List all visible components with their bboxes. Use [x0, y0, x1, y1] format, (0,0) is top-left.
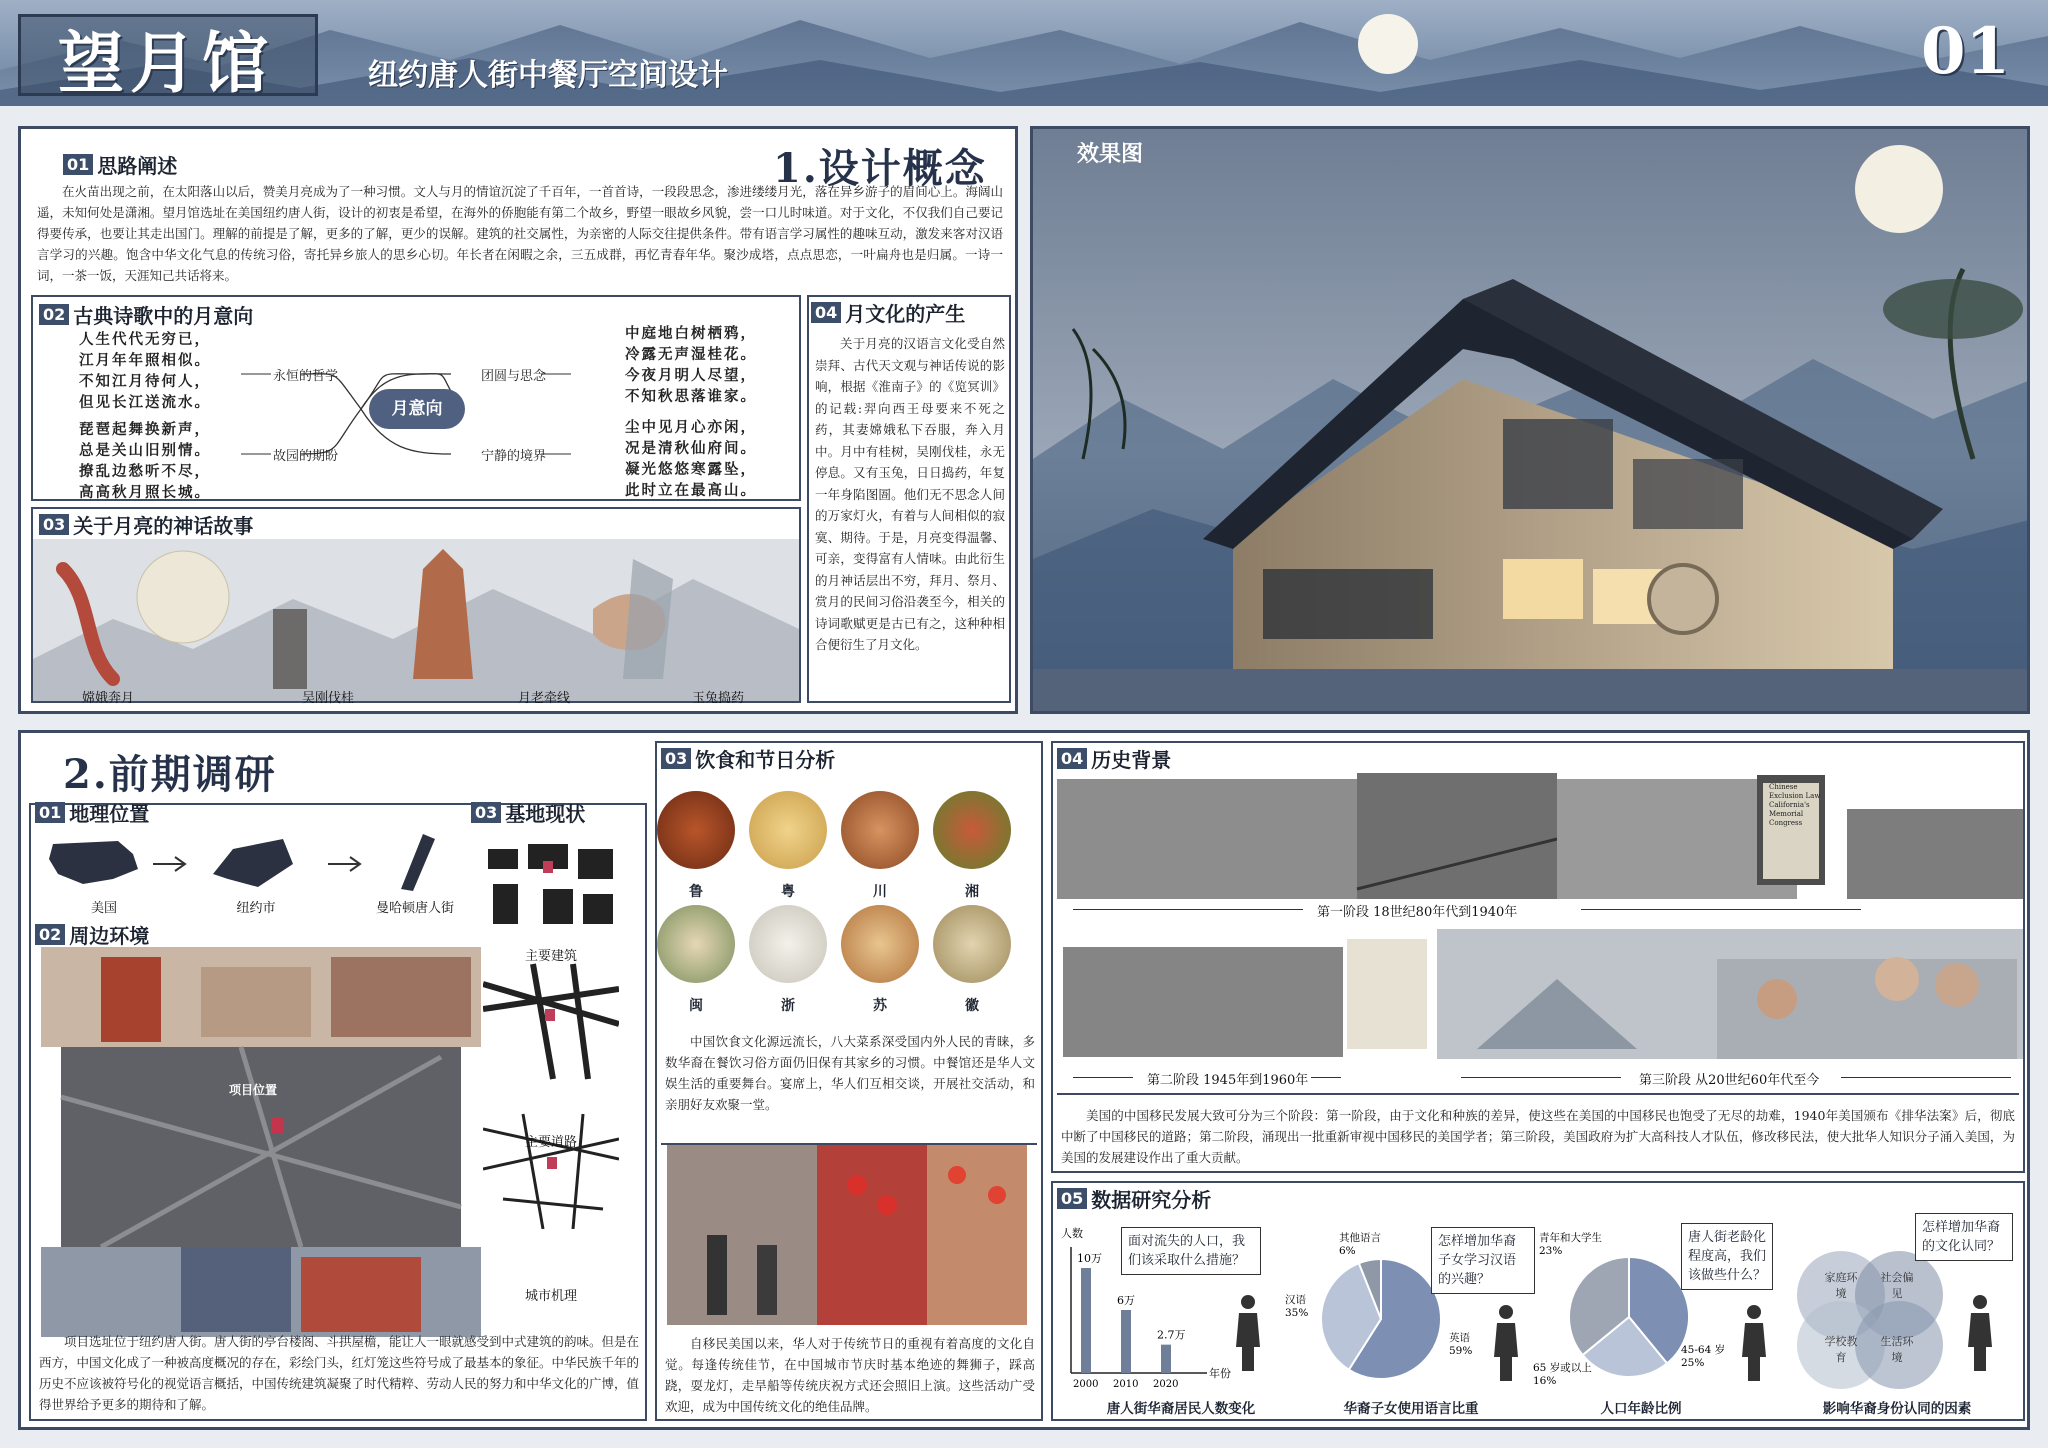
s03-header — [39, 511, 253, 537]
myth-caption: 玉兔捣药 — [691, 691, 744, 706]
s04-number: 04 — [811, 302, 841, 323]
pie-label: 65 岁或以上 — [1533, 1362, 1592, 1374]
chart-caption: 影响华裔身份认同的因素 — [1822, 1401, 1972, 1417]
history-title: 历史背景 — [1091, 747, 1172, 772]
festival-text: 自移民美国以来，华人对于传统节日的重视有着高度的文化自觉。每逢传统佳节，在中国城市节庆时基本绝迹的舞狮子，踩高跷，耍龙灯，走旱船等传统庆祝方式还会照旧上演。这些活动广受欢迎，成为中国传统文化的绝佳品牌。 — [665, 1336, 1035, 1414]
stage-label: 第三阶段 从20世纪60年代至今 — [1639, 1073, 1820, 1088]
history-text: 美国的中国移民发展大致可分为三个阶段：第一阶段，由于文化和种族的差异，使这些在美国的中国移民也饱受了无尽的劫难，1940年美国颁布《排华法案》后，彻底中断了中国移民的道路；第二阶段，涌现出一批重新审视中国移民的美国学者；第三阶段，美国政府为扩大高科技人才队伍，修改移民法，使大批华人知识分子涌入美国，为美国的发展建设作出了重大贡献。 — [1061, 1108, 2015, 1165]
bar — [1161, 1345, 1171, 1373]
cuisine-label: 苏 — [873, 998, 887, 1014]
dish-photo — [657, 791, 735, 869]
venn-label: 家庭环境 — [1824, 1271, 1858, 1300]
food-text: 中国饮食文化源远流长，八大菜系深受国内外人民的青睐，多数华裔在餐饮习俗方面仍旧保有其家乡的习惯。中餐馆还是华人文娱生活的重要舞台。宴席上，华人们互相交谈，开展社交活动，和亲朋好友欢聚一堂。 — [665, 1034, 1035, 1112]
base-number: 03 — [471, 802, 501, 823]
research-panel — [18, 730, 2030, 1430]
poem-line: 况是清秋仙府间。 — [625, 440, 757, 457]
site-location-label: 项目位置 — [229, 1083, 278, 1097]
question-bubble: 怎样增加华裔的文化认同？ — [1915, 1213, 2013, 1261]
identity-factor-venn — [1791, 1245, 1951, 1395]
poem-line: 冷露无声湿桂花。 — [625, 346, 757, 363]
pie-label: 汉语 — [1285, 1294, 1306, 1306]
timeline-arrow — [1581, 909, 1861, 910]
poem-2 — [79, 419, 211, 503]
history-number: 04 — [1057, 748, 1087, 769]
doc-line: Memorial — [1769, 810, 1804, 818]
bar-data-label: 10万 — [1077, 1252, 1102, 1265]
cuisine-label: 闽 — [689, 998, 703, 1014]
myth-caption: 月老牵线 — [517, 691, 570, 706]
dish-photo — [749, 905, 827, 983]
history-header — [1057, 745, 1171, 771]
render-image — [1033, 129, 2030, 714]
dish-photo — [841, 791, 919, 869]
food-number: 03 — [661, 748, 691, 769]
doc-line: Chinese Exclusion Law — [1769, 783, 1821, 800]
s02-header — [39, 301, 253, 327]
mindmap-hub: 月意向 — [369, 389, 465, 429]
pie-label: 青年和大学生 — [1539, 1232, 1602, 1244]
pie-label: 59% — [1449, 1345, 1473, 1357]
question-bubble: 唐人街老龄化程度高，我们该做些什么？ — [1681, 1223, 1773, 1290]
timeline-arrow — [1073, 1077, 1133, 1078]
x-tick-label: 2010 — [1113, 1379, 1139, 1390]
s04-title: 月文化的产生 — [845, 301, 966, 326]
page-number: 01 — [1920, 14, 2010, 89]
history-photos — [1057, 769, 2023, 1069]
render-label: 效果图 — [1077, 141, 1144, 167]
chart-caption: 华裔子女使用语言比重 — [1343, 1401, 1479, 1417]
base-title: 基地现状 — [505, 801, 586, 826]
mindmap-node: 宁静的境界 — [481, 449, 547, 464]
myth-caption: 嫦娥奔月 — [81, 691, 134, 706]
pie-label: 45-64 岁 — [1681, 1344, 1726, 1356]
x-axis-label: 年份 — [1209, 1367, 1231, 1380]
render-panel — [1030, 126, 2030, 714]
place-label: 曼哈顿唐人街 — [375, 901, 454, 916]
page-title: 望月馆 — [58, 24, 274, 102]
poem-line: 中庭地白树栖鸦， — [625, 325, 757, 342]
food-header — [661, 745, 835, 771]
stage-label: 第一阶段 18世纪80年代到1940年 — [1317, 905, 1518, 920]
cuisine-label: 粤 — [781, 884, 795, 900]
cuisine-label: 川 — [873, 884, 887, 900]
timeline-arrow — [1461, 1077, 1621, 1078]
cuisine-label: 湘 — [965, 884, 979, 900]
poem-line: 琵琶起舞换新声， — [79, 421, 211, 438]
bar-data-label: 6万 — [1117, 1294, 1135, 1307]
doc-line: California's — [1769, 801, 1810, 809]
s03-title: 关于月亮的神话故事 — [73, 513, 254, 538]
timeline-arrow — [1311, 1077, 1341, 1078]
base-map-caption: 主要道路 — [524, 1135, 577, 1150]
loc-number: 01 — [35, 802, 65, 823]
mindmap-node: 团圆与思念 — [481, 369, 547, 384]
place-label: 纽约市 — [236, 901, 276, 916]
pie-label: 25% — [1681, 1357, 1705, 1369]
s01-number: 01 — [63, 154, 93, 175]
s01-title: 思路阐述 — [97, 153, 178, 178]
venn-label: 社会偏见 — [1880, 1271, 1914, 1300]
cuisine-label: 鲁 — [689, 884, 703, 900]
poem-line: 江月年年照相似。 — [79, 352, 211, 369]
s01-text: 在火苗出现之前，在太阳落山以后，赞美月亮成为了一种习惯。文人与月的情谊沉淀了千百年，一首首诗，一段段思念，渗进缕缕月光，落在异乡游子的眉间心上。海阔山遥，未知何处是潇湘。望月馆选址在美国纽约唐人街，设计的初衷是希望，在海外的侨胞能有第二个故乡，野望一眼故乡风貌，尝一口儿时味道。对于文化，不仅我们自己要记得要传承，也要让其走出国门。理解的前提是了解，更多的了解，更少的误解。建筑的社交属性，为亲密的人际交往提供条件。带有语言学习属性的趣味互动，激发来客对汉语言学习的兴趣。饱含中华文化气息的传统习俗，寄托异乡旅人的思乡心切。年长者在闲暇之余，三五成群，再忆青春年华。聚沙成塔，点点思恋，一叶扁舟也是归属。一诗一词，一茶一饭，天涯知己共话将来。 — [37, 184, 1003, 283]
s04-text: 关于月亮的汉语言文化受自然崇拜、古代天文观与神话传说的影响，根据《淮南子》的《览冥训》的记载:羿向西王母要来不死之药，其妻嫦娥私下吞服，奔入月中。月中有桂树，吴刚伐桂，永无停息。又有玉兔，日日捣药，年复一年身陷图圄。他们无不思念人间的万家灯火，有着与人间相似的寂寞、期待。于是，月亮变得温馨、可亲，变得富有人情味。由此衍生的月神话层出不穷，拜月、祭月、赏月的民间习俗沿袭至今，相关的诗词歌赋更是古已有之，这种种相合便衍生了月文化。 — [815, 336, 1005, 652]
mindmap-node: 永恒的哲学 — [273, 369, 339, 384]
env-header — [35, 921, 149, 947]
s04-header — [811, 299, 965, 325]
s02-number: 02 — [39, 304, 69, 325]
dish-photo — [933, 791, 1011, 869]
env-number: 02 — [35, 924, 65, 945]
data-number: 05 — [1057, 1188, 1087, 1209]
poem-line: 人生代代无穷已， — [79, 331, 211, 348]
pie-label: 其他语言 — [1339, 1232, 1381, 1244]
frame-corner — [18, 126, 52, 160]
poem-line: 此时立在最高山。 — [625, 482, 757, 499]
base-map-caption: 主要建筑 — [524, 949, 577, 964]
poem-1 — [79, 329, 211, 413]
myth-illustration — [33, 539, 799, 701]
dish-photo — [933, 905, 1011, 983]
poem-line: 但见长江送流水。 — [79, 394, 211, 411]
doc-line: Congress — [1769, 819, 1803, 827]
dish-photo — [749, 791, 827, 869]
data-header — [1057, 1185, 1211, 1211]
env-title: 周边环境 — [69, 923, 150, 948]
venn-label: 生活环境 — [1880, 1335, 1914, 1364]
question-bubble: 怎样增加华裔子女学习汉语的兴趣？ — [1431, 1227, 1535, 1294]
person-silhouette-icon — [1965, 1293, 1995, 1373]
cuisine-label: 徽 — [965, 998, 979, 1014]
food-title: 饮食和节日分析 — [695, 747, 836, 772]
s03-number: 03 — [39, 514, 69, 535]
exclusion-law-doc — [1769, 783, 1829, 828]
divider — [1057, 1093, 2019, 1095]
env-text: 项目选址位于纽约唐人街。唐人街的亭台楼阁、斗拱屋檐，能让人一眼就感受到中式建筑的韵味。但是在西方，中国文化成了一种被高度概况的存在，彩绘门头，红灯笼这些符号成了最基本的象征。中华民族千年的历史不应该被符号化的视觉语言概括，中国传统建筑凝聚了时代精粹、劳动人民的努力和中华文化的广博，值得世界给予更多的期待和了解。 — [39, 1334, 640, 1412]
poem-4 — [625, 417, 757, 501]
person-silhouette-icon — [1491, 1303, 1521, 1383]
location-map-icons — [43, 829, 463, 899]
bar — [1081, 1268, 1091, 1373]
poem-line: 不知江月待何人， — [79, 373, 211, 390]
base-header — [471, 799, 585, 825]
dish-photo — [841, 905, 919, 983]
pie-label: 35% — [1285, 1307, 1309, 1319]
x-tick-label: 2000 — [1073, 1379, 1099, 1390]
pie-label: 16% — [1533, 1375, 1557, 1387]
poem-line: 凝光悠悠寒露坠， — [625, 461, 757, 478]
poem-line: 高高秋月照长城。 — [79, 484, 211, 501]
base-map-caption: 城市机理 — [524, 1289, 577, 1304]
timeline-arrow — [1073, 909, 1303, 910]
poem-3 — [625, 323, 757, 407]
s01-header — [63, 151, 177, 177]
banner — [0, 0, 2048, 106]
concept-panel — [18, 126, 1018, 714]
research-section-title: 2.前期调研 — [63, 751, 277, 798]
concept-section-title: 1.设计概念 — [773, 145, 987, 192]
chart-caption: 唐人街华裔居民人数变化 — [1106, 1401, 1256, 1417]
poem-line: 今夜月明人尽望， — [625, 367, 757, 384]
page-subtitle: 纽约唐人街中餐厅空间设计 — [368, 58, 728, 93]
mindmap-node: 故园的期盼 — [273, 449, 339, 464]
pie-label: 英语 — [1449, 1332, 1470, 1344]
festival-photos — [667, 1145, 1027, 1325]
loc-header — [35, 799, 149, 825]
pie-label: 23% — [1539, 1245, 1563, 1257]
venn-label: 学校教育 — [1824, 1335, 1858, 1364]
poem-line: 总是关山旧别情。 — [79, 442, 211, 459]
data-title: 数据研究分析 — [1091, 1187, 1212, 1212]
s02-title: 古典诗歌中的月意向 — [73, 303, 254, 328]
myth-caption: 吴刚伐桂 — [301, 691, 354, 706]
bar — [1121, 1310, 1131, 1373]
person-silhouette-icon — [1233, 1293, 1263, 1373]
stage-label: 第二阶段 1945年到1960年 — [1147, 1073, 1309, 1088]
loc-title: 地理位置 — [69, 801, 150, 826]
chart-caption: 人口年龄比例 — [1600, 1401, 1682, 1417]
dish-photo — [657, 905, 735, 983]
person-silhouette-icon — [1739, 1303, 1769, 1383]
y-axis-label: 人数 — [1061, 1227, 1083, 1240]
cuisine-label: 浙 — [781, 998, 795, 1014]
place-label: 美国 — [90, 901, 117, 916]
site-photo-collage — [41, 947, 481, 1337]
poem-line: 尘中见月心亦闲， — [625, 419, 757, 436]
bar-data-label: 2.7万 — [1157, 1328, 1186, 1342]
frame-corner — [18, 730, 52, 764]
question-bubble: 面对流失的人口，我们该采取什么措施？ — [1121, 1227, 1261, 1275]
base-maps — [483, 839, 619, 1229]
pie-label: 6% — [1339, 1245, 1356, 1257]
poem-line: 撩乱边愁听不尽， — [79, 463, 211, 480]
timeline-arrow — [1841, 1077, 2011, 1078]
poem-line: 不知秋思落谁家。 — [625, 388, 757, 405]
x-tick-label: 2020 — [1153, 1379, 1179, 1390]
